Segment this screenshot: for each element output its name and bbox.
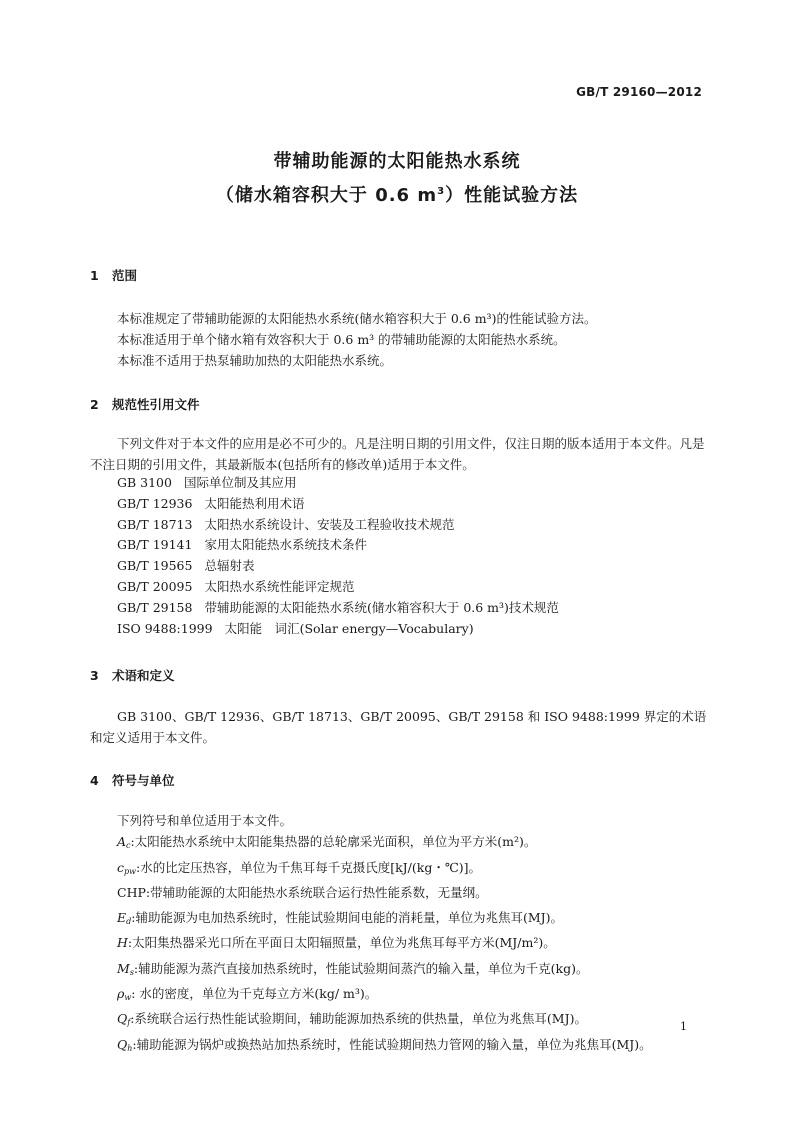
symbol-item	[117, 1008, 652, 1033]
symbol-item	[117, 983, 652, 1008]
section-number: 4	[90, 773, 99, 788]
symbol-item	[117, 831, 652, 856]
symbol-subscript: f	[127, 1018, 131, 1028]
reference-item	[117, 577, 559, 598]
symbol: CHP	[117, 884, 146, 900]
reference-code: GB/T 18713	[117, 516, 193, 532]
symbol-definition: :带辅助能源的太阳能热水系统联合运行热性能系数，无量纲。	[145, 884, 488, 900]
reference-code: GB/T 29158	[117, 599, 193, 615]
section-1-heading	[90, 266, 137, 284]
symbol-item	[117, 907, 652, 932]
symbol: Q	[117, 1036, 128, 1052]
symbol-item	[117, 857, 652, 882]
symbol-definition: :辅助能源为锅炉或换热站加热系统时，性能试验期间热力管网的输入量，单位为兆焦耳(MJ)。	[132, 1036, 652, 1052]
reference-item	[117, 515, 559, 536]
reference-code: ISO 9488:1999	[117, 620, 213, 636]
page-number: 1	[680, 1020, 687, 1033]
terms-paragraph	[90, 706, 710, 748]
symbol: M	[117, 960, 130, 976]
symbol-subscript: h	[127, 1043, 133, 1053]
symbol-definition: :辅助能源为电加热系统时，性能试验期间电能的消耗量，单位为兆焦耳(MJ)。	[131, 910, 564, 926]
symbol: E	[117, 910, 127, 926]
symbol: c	[117, 859, 125, 875]
symbol-definition: :系统联合运行热性能试验期间，辅助能源加热系统的供热量，单位为兆焦耳(MJ)。	[130, 1011, 587, 1027]
standard-code: GB/T 29160—2012	[576, 85, 702, 99]
reference-item	[117, 556, 559, 577]
symbol: Q	[117, 1011, 128, 1027]
reference-title: 太阳能热利用术语	[204, 495, 305, 511]
section-title: 范围	[112, 268, 138, 283]
symbol-subscript: pw	[124, 866, 136, 876]
reference-item	[117, 598, 559, 619]
reference-code: GB/T 12936	[117, 495, 193, 511]
reference-item	[117, 619, 559, 640]
section-title: 术语和定义	[112, 668, 175, 683]
section-title: 规范性引用文件	[112, 397, 200, 412]
symbol-subscript: w	[124, 993, 132, 1003]
reference-item	[117, 473, 559, 494]
reference-title: 太阳热水系统性能评定规范	[204, 578, 355, 594]
section-number: 2	[90, 397, 99, 412]
scope-paragraph-2: 本标准适用于单个储水箱有效容积大于 0.6 m³ 的带辅助能源的太阳能热水系统。	[117, 332, 566, 347]
symbol-subscript: d	[126, 917, 132, 927]
symbol-item	[117, 932, 652, 957]
reference-list	[117, 473, 559, 639]
symbol-subscript: s	[129, 967, 134, 977]
symbol-item	[117, 958, 652, 983]
symbol: H	[117, 935, 128, 951]
document-title	[0, 147, 794, 211]
symbol: A	[117, 834, 127, 850]
normative-intro	[90, 433, 710, 475]
symbol-definition: :水的比定压热容，单位为千焦耳每千克摄氏度[kJ/(kg・℃)]。	[135, 859, 482, 875]
normative-intro-text: 下列文件对于本文件的应用是必不可少的。凡是注明日期的引用文件，仅注日期的版本适用于本文件。凡是不注日期的引用文件，其最新版本(包括所有的修改单)适用于本文件。	[90, 436, 705, 472]
symbol: ρ	[117, 986, 125, 1002]
reference-title: 家用太阳能热水系统技术条件	[204, 537, 367, 553]
title-line-2-end: ）性能试验方法	[445, 185, 579, 206]
scope-paragraph-1: 本标准规定了带辅助能源的太阳能热水系统(储水箱容积大于 0.6 m³)的性能试验方法。	[117, 311, 597, 326]
reference-title: 太阳能 词汇(Solar energy—Vocabulary)	[224, 620, 474, 636]
reference-code: GB/T 19141	[117, 537, 193, 553]
title-line-2-text: （储水箱容积大于 0.6 m	[215, 185, 438, 206]
reference-item	[117, 535, 559, 556]
terms-text: GB 3100、GB/T 12936、GB/T 18713、GB/T 20095、GB/T 29158 和 ISO 9488:1999 界定的术语和定义适用于本文件。	[90, 709, 707, 745]
symbol-definition: :太阳集热器采光口所在平面日太阳辐照量，单位为兆焦耳每平方米(MJ/m²)。	[127, 935, 556, 951]
reference-title: 太阳热水系统设计、安装及工程验收技术规范	[204, 516, 455, 532]
section-4-heading	[90, 771, 175, 789]
symbol-item	[117, 882, 652, 907]
reference-code: GB/T 20095	[117, 578, 193, 594]
symbol-item	[117, 1034, 652, 1059]
reference-code: GB 3100	[117, 475, 172, 490]
symbol-list	[117, 810, 652, 1059]
section-2-heading	[90, 395, 200, 413]
symbol-definition: :辅助能源为蒸汽直接加热系统时，性能试验期间蒸汽的输入量，单位为千克(kg)。	[133, 960, 589, 976]
section-title: 符号与单位	[112, 773, 175, 788]
title-line-1: 带辅助能源的太阳能热水系统	[273, 151, 521, 172]
scope-paragraph-3: 本标准不适用于热泵辅助加热的太阳能热水系统。	[117, 353, 393, 368]
reference-title: 总辐射表	[204, 558, 255, 574]
scope-paragraphs	[90, 308, 710, 371]
title-superscript: 3	[437, 186, 446, 197]
reference-item	[117, 494, 559, 515]
symbol-definition: :太阳能热水系统中太阳能集热器的总轮廓采光面积，单位为平方米(m²)。	[130, 834, 537, 850]
symbol-definition: : 水的密度，单位为千克每立方米(kg/ m³)。	[131, 986, 378, 1002]
reference-title: 带辅助能源的太阳能热水系统(储水箱容积大于 0.6 m³)技术规范	[204, 599, 559, 615]
symbol-subscript: c	[126, 841, 131, 851]
symbols-intro: 下列符号和单位适用于本文件。	[117, 813, 293, 828]
reference-code: GB/T 19565	[117, 558, 193, 574]
section-number: 1	[90, 268, 99, 283]
section-3-heading	[90, 666, 175, 684]
section-number: 3	[90, 668, 99, 683]
title-line-2	[0, 177, 794, 211]
reference-title: 国际单位制及其应用	[183, 475, 297, 490]
